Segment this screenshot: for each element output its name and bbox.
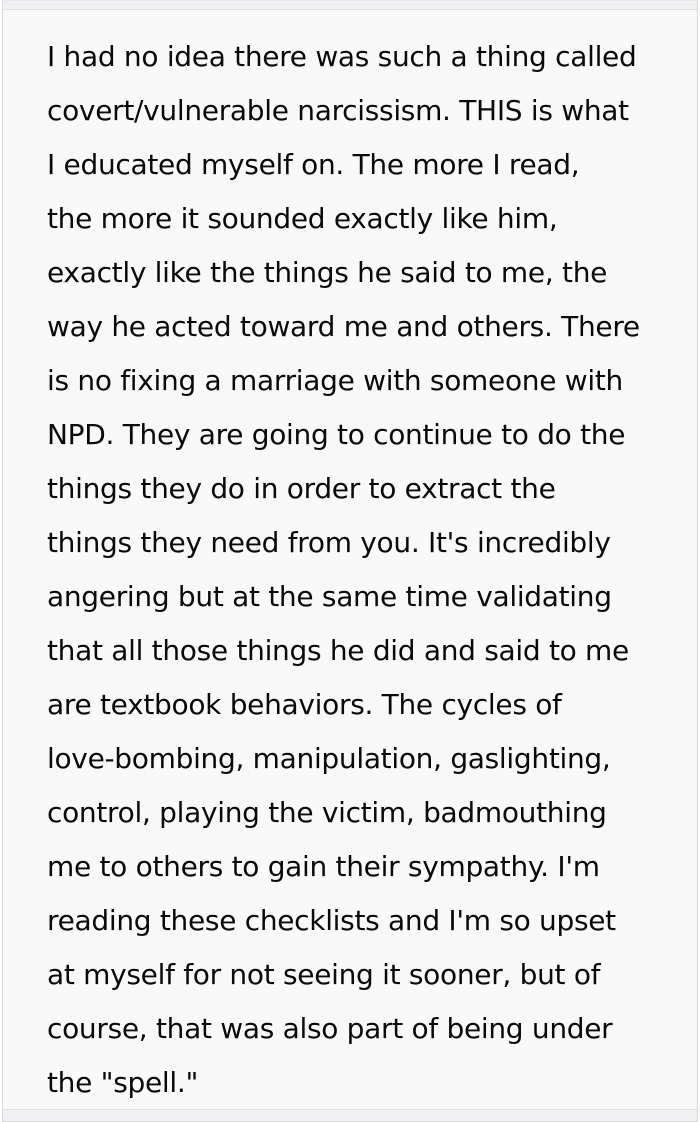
text-line: covert/vulnerable narcissism. THIS is what — [47, 94, 629, 127]
text-line: is no fixing a marriage with someone with — [47, 364, 623, 397]
text-line: angering but at the same time validating — [47, 580, 612, 613]
text-line: I had no idea there was such a thing called — [47, 40, 637, 73]
text-line: the "spell." — [47, 1066, 199, 1099]
text-line: reading these checklists and I'm so upset — [47, 904, 616, 937]
text-line: things they need from you. It's incredibly — [47, 526, 611, 559]
top-edge-bar — [3, 1, 697, 10]
text-line: things they do in order to extract the — [47, 472, 556, 505]
post-screenshot-frame — [2, 0, 698, 1122]
text-line: love-bombing, manipulation, gaslighting, — [47, 742, 611, 775]
text-line: way he acted toward me and others. There — [47, 310, 640, 343]
bottom-edge-bar — [3, 1109, 697, 1121]
text-line: that all those things he did and said to me — [47, 634, 629, 667]
text-line: I educated myself on. The more I read, — [47, 148, 580, 181]
text-line: NPD. They are going to continue to do the — [47, 418, 626, 451]
text-line: are textbook behaviors. The cycles of — [47, 688, 562, 721]
text-line: the more it sounded exactly like him, — [47, 202, 558, 235]
text-line: me to others to gain their sympathy. I'm — [47, 850, 600, 883]
text-line: at myself for not seeing it sooner, but of — [47, 958, 601, 991]
text-line: exactly like the things he said to me, the — [47, 256, 608, 289]
text-line: control, playing the victim, badmouthing — [47, 796, 607, 829]
post-text-card — [3, 10, 697, 1109]
text-line: course, that was also part of being under — [47, 1012, 613, 1045]
